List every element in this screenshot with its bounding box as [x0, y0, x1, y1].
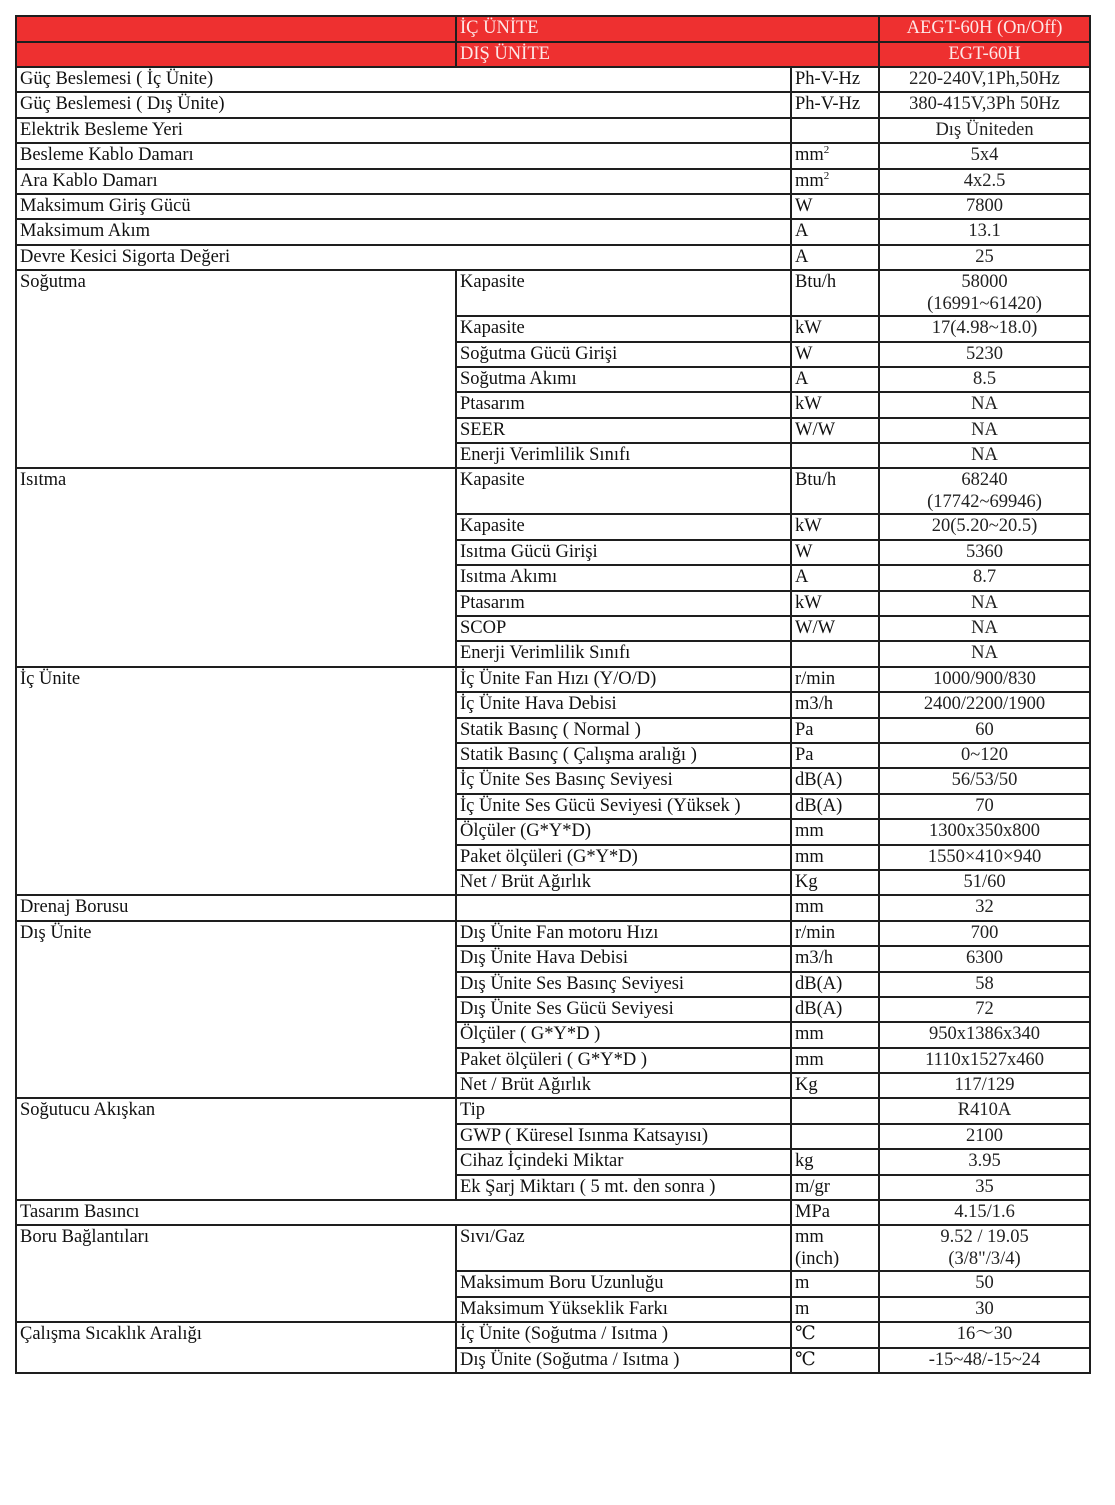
- category-outdoor-unit: Dış Ünite: [16, 921, 456, 1099]
- row-value: 58: [879, 972, 1090, 997]
- row-unit: W/W: [791, 616, 879, 641]
- row-value: [879, 468, 1090, 514]
- category-heating: Isıtma: [16, 468, 456, 666]
- row-unit: Ph-V-Hz: [791, 67, 879, 92]
- row-param: Ptasarım: [456, 591, 791, 616]
- row-param: Soğutma Akımı: [456, 367, 791, 392]
- row-label: Devre Kesici Sigorta Değeri: [16, 245, 791, 270]
- row-unit: Ph-V-Hz: [791, 92, 879, 117]
- row-value: 17(4.98~18.0): [879, 316, 1090, 341]
- row-unit: dB(A): [791, 972, 879, 997]
- row-unit: m3/h: [791, 946, 879, 971]
- table-row: [16, 219, 1090, 244]
- row-value: 950x1386x340: [879, 1022, 1090, 1047]
- table-row: [16, 270, 1090, 316]
- row-param: Maksimum Boru Uzunluğu: [456, 1271, 791, 1296]
- row-value: 6300: [879, 946, 1090, 971]
- row-unit: Btu/h: [791, 270, 879, 316]
- table-row: [16, 1322, 1090, 1347]
- row-param: GWP ( Küresel Isınma Katsayısı): [456, 1124, 791, 1149]
- row-unit: W: [791, 342, 879, 367]
- header-blank: [16, 42, 456, 68]
- category-indoor-unit: İç Ünite: [16, 667, 456, 896]
- row-param: İç Ünite Ses Gücü Seviyesi (Yüksek ): [456, 794, 791, 819]
- table-row: [16, 92, 1090, 117]
- row-param: Enerji Verimlilik Sınıfı: [456, 641, 791, 666]
- row-unit: A: [791, 565, 879, 590]
- value-range: (16991~61420): [927, 294, 1042, 315]
- table-row: [16, 67, 1090, 92]
- table-row: [16, 1098, 1090, 1123]
- row-unit: kW: [791, 591, 879, 616]
- value-line: 58000: [961, 272, 1008, 293]
- table-row: [16, 245, 1090, 270]
- row-value: 4.15/1.6: [879, 1200, 1090, 1225]
- row-param: İç Ünite (Soğutma / Isıtma ): [456, 1322, 791, 1347]
- table-row: [16, 921, 1090, 946]
- row-param: İç Ünite Ses Basınç Seviyesi: [456, 768, 791, 793]
- row-param: Maksimum Yükseklik Farkı: [456, 1297, 791, 1322]
- row-unit: mm: [791, 1022, 879, 1047]
- row-unit: Pa: [791, 718, 879, 743]
- row-value: 4x2.5: [879, 169, 1090, 194]
- row-value: 8.5: [879, 367, 1090, 392]
- header-row-outdoor: [16, 42, 1090, 68]
- table-row: [16, 1200, 1090, 1225]
- row-param: Ölçüler (G*Y*D): [456, 819, 791, 844]
- row-value: 5230: [879, 342, 1090, 367]
- unit-text: mm: [795, 145, 824, 166]
- row-unit: kg: [791, 1149, 879, 1174]
- row-unit: kW: [791, 514, 879, 539]
- row-unit: Kg: [791, 870, 879, 895]
- row-unit: m/gr: [791, 1175, 879, 1200]
- row-unit: kW: [791, 392, 879, 417]
- row-param: İç Ünite Hava Debisi: [456, 692, 791, 717]
- row-value: 70: [879, 794, 1090, 819]
- row-param: Isıtma Akımı: [456, 565, 791, 590]
- row-param: SEER: [456, 418, 791, 443]
- row-unit: mm: [791, 819, 879, 844]
- row-param: Kapasite: [456, 468, 791, 514]
- table-row: [16, 194, 1090, 219]
- row-unit: [791, 1098, 879, 1123]
- value-range: (17742~69946): [927, 492, 1042, 513]
- row-value: R410A: [879, 1098, 1090, 1123]
- row-value: 5360: [879, 540, 1090, 565]
- row-param: Tip: [456, 1098, 791, 1123]
- table-row: [16, 895, 1090, 920]
- row-unit: ℃: [791, 1322, 879, 1347]
- outdoor-model: EGT-60H: [879, 42, 1090, 68]
- row-param: Kapasite: [456, 514, 791, 539]
- row-unit: [791, 641, 879, 666]
- row-value: 16～30: [879, 1322, 1090, 1347]
- row-value: 30: [879, 1297, 1090, 1322]
- row-unit: [791, 118, 879, 143]
- row-unit: m3/h: [791, 692, 879, 717]
- table-row: [16, 118, 1090, 143]
- row-param: Dış Ünite Hava Debisi: [456, 946, 791, 971]
- row-label: Güç Beslemesi ( İç Ünite): [16, 67, 791, 92]
- row-unit: W: [791, 194, 879, 219]
- row-value: NA: [879, 418, 1090, 443]
- row-unit: MPa: [791, 1200, 879, 1225]
- table-row: [16, 1225, 1090, 1271]
- row-value: 35: [879, 1175, 1090, 1200]
- row-value: [879, 1225, 1090, 1271]
- row-value: 1300x350x800: [879, 819, 1090, 844]
- row-param: Net / Brüt Ağırlık: [456, 1073, 791, 1098]
- row-value: [879, 270, 1090, 316]
- row-value: 25: [879, 245, 1090, 270]
- table-row: [16, 143, 1090, 168]
- row-unit: dB(A): [791, 768, 879, 793]
- row-value: 2100: [879, 1124, 1090, 1149]
- row-param: Statik Basınç ( Normal ): [456, 718, 791, 743]
- row-value: 2400/2200/1900: [879, 692, 1090, 717]
- row-unit: m: [791, 1271, 879, 1296]
- row-value: 51/60: [879, 870, 1090, 895]
- row-label: Maksimum Akım: [16, 219, 791, 244]
- spec-table: [15, 15, 1091, 1374]
- row-unit: W/W: [791, 418, 879, 443]
- row-param: Kapasite: [456, 270, 791, 316]
- row-unit: A: [791, 219, 879, 244]
- row-unit: Pa: [791, 743, 879, 768]
- header-blank: [16, 16, 456, 42]
- row-value: 7800: [879, 194, 1090, 219]
- row-label: Elektrik Besleme Yeri: [16, 118, 791, 143]
- unit-line-inch: (inch): [795, 1249, 840, 1270]
- row-param: Isıtma Gücü Girişi: [456, 540, 791, 565]
- row-param: Paket ölçüleri ( G*Y*D ): [456, 1048, 791, 1073]
- row-value: 13.1: [879, 219, 1090, 244]
- row-value: 72: [879, 997, 1090, 1022]
- row-param: Cihaz İçindeki Miktar: [456, 1149, 791, 1174]
- row-unit: kW: [791, 316, 879, 341]
- unit-line: mm: [795, 1227, 824, 1248]
- row-value: 700: [879, 921, 1090, 946]
- row-value: 60: [879, 718, 1090, 743]
- outdoor-unit-header: DIŞ ÜNİTE: [456, 42, 879, 68]
- row-unit: [791, 443, 879, 468]
- row-param: Kapasite: [456, 316, 791, 341]
- row-value: 50: [879, 1271, 1090, 1296]
- row-param: Ptasarım: [456, 392, 791, 417]
- row-param: Sıvı/Gaz: [456, 1225, 791, 1271]
- row-value: 117/129: [879, 1073, 1090, 1098]
- row-value: 8.7: [879, 565, 1090, 590]
- value-line-inch: (3/8"/3/4): [948, 1249, 1021, 1270]
- row-param: Dış Ünite Ses Gücü Seviyesi: [456, 997, 791, 1022]
- indoor-model: AEGT-60H (On/Off): [879, 16, 1090, 42]
- row-unit: [791, 1225, 879, 1271]
- category-piping: Boru Bağlantıları: [16, 1225, 456, 1322]
- row-unit: r/min: [791, 667, 879, 692]
- row-unit: Kg: [791, 1073, 879, 1098]
- unit-text: mm: [795, 170, 824, 191]
- row-unit: [791, 1124, 879, 1149]
- row-unit: mm: [791, 1048, 879, 1073]
- row-value: NA: [879, 443, 1090, 468]
- row-param: Ek Şarj Miktarı ( 5 mt. den sonra ): [456, 1175, 791, 1200]
- category-cooling: Soğutma: [16, 270, 456, 468]
- value-line: 68240: [961, 470, 1008, 491]
- row-value: -15~48/-15~24: [879, 1348, 1090, 1373]
- row-value: NA: [879, 616, 1090, 641]
- row-unit: m: [791, 1297, 879, 1322]
- row-unit: A: [791, 367, 879, 392]
- header-row-indoor: [16, 16, 1090, 42]
- row-value: 1550×410×940: [879, 845, 1090, 870]
- row-param: Soğutma Gücü Girişi: [456, 342, 791, 367]
- row-value: 1000/900/830: [879, 667, 1090, 692]
- row-param: SCOP: [456, 616, 791, 641]
- row-value: 32: [879, 895, 1090, 920]
- row-unit: A: [791, 245, 879, 270]
- row-unit: dB(A): [791, 794, 879, 819]
- row-param: Enerji Verimlilik Sınıfı: [456, 443, 791, 468]
- row-value: NA: [879, 392, 1090, 417]
- row-param: Paket ölçüleri (G*Y*D): [456, 845, 791, 870]
- row-label: Besleme Kablo Damarı: [16, 143, 791, 168]
- row-unit: mm: [791, 895, 879, 920]
- row-value: 56/53/50: [879, 768, 1090, 793]
- row-label: Tasarım Basıncı: [16, 1200, 791, 1225]
- row-unit: r/min: [791, 921, 879, 946]
- row-unit: ℃: [791, 1348, 879, 1373]
- category-operating-temperature: Çalışma Sıcaklık Aralığı: [16, 1322, 456, 1373]
- row-value: 5x4: [879, 143, 1090, 168]
- table-row: [16, 667, 1090, 692]
- row-value: 1110x1527x460: [879, 1048, 1090, 1073]
- row-unit: W: [791, 540, 879, 565]
- row-value: 0~120: [879, 743, 1090, 768]
- row-label: Maksimum Giriş Gücü: [16, 194, 791, 219]
- row-value: 20(5.20~20.5): [879, 514, 1090, 539]
- row-label: Güç Beslemesi ( Dış Ünite): [16, 92, 791, 117]
- row-unit: [791, 143, 879, 168]
- row-value: NA: [879, 641, 1090, 666]
- row-value: 380-415V,3Ph 50Hz: [879, 92, 1090, 117]
- row-value: Dış Üniteden: [879, 118, 1090, 143]
- unit-superscript: 2: [823, 169, 830, 182]
- row-param-empty: [456, 895, 791, 920]
- row-param: Statik Basınç ( Çalışma aralığı ): [456, 743, 791, 768]
- row-value: 220-240V,1Ph,50Hz: [879, 67, 1090, 92]
- table-row: [16, 169, 1090, 194]
- row-param: Dış Ünite Fan motoru Hızı: [456, 921, 791, 946]
- row-value: 3.95: [879, 1149, 1090, 1174]
- row-label: Drenaj Borusu: [16, 895, 456, 920]
- indoor-unit-header: İÇ ÜNİTE: [456, 16, 879, 42]
- row-value: NA: [879, 591, 1090, 616]
- row-unit: Btu/h: [791, 468, 879, 514]
- row-unit: mm: [791, 845, 879, 870]
- unit-superscript: 2: [823, 144, 830, 157]
- row-param: Ölçüler ( G*Y*D ): [456, 1022, 791, 1047]
- value-line: 9.52 / 19.05: [940, 1227, 1029, 1248]
- category-refrigerant: Soğutucu Akışkan: [16, 1098, 456, 1200]
- row-param: Net / Brüt Ağırlık: [456, 870, 791, 895]
- table-row: [16, 468, 1090, 514]
- row-unit: dB(A): [791, 997, 879, 1022]
- row-param: Dış Ünite (Soğutma / Isıtma ): [456, 1348, 791, 1373]
- row-param: İç Ünite Fan Hızı (Y/O/D): [456, 667, 791, 692]
- row-unit: [791, 169, 879, 194]
- row-param: Dış Ünite Ses Basınç Seviyesi: [456, 972, 791, 997]
- row-label: Ara Kablo Damarı: [16, 169, 791, 194]
